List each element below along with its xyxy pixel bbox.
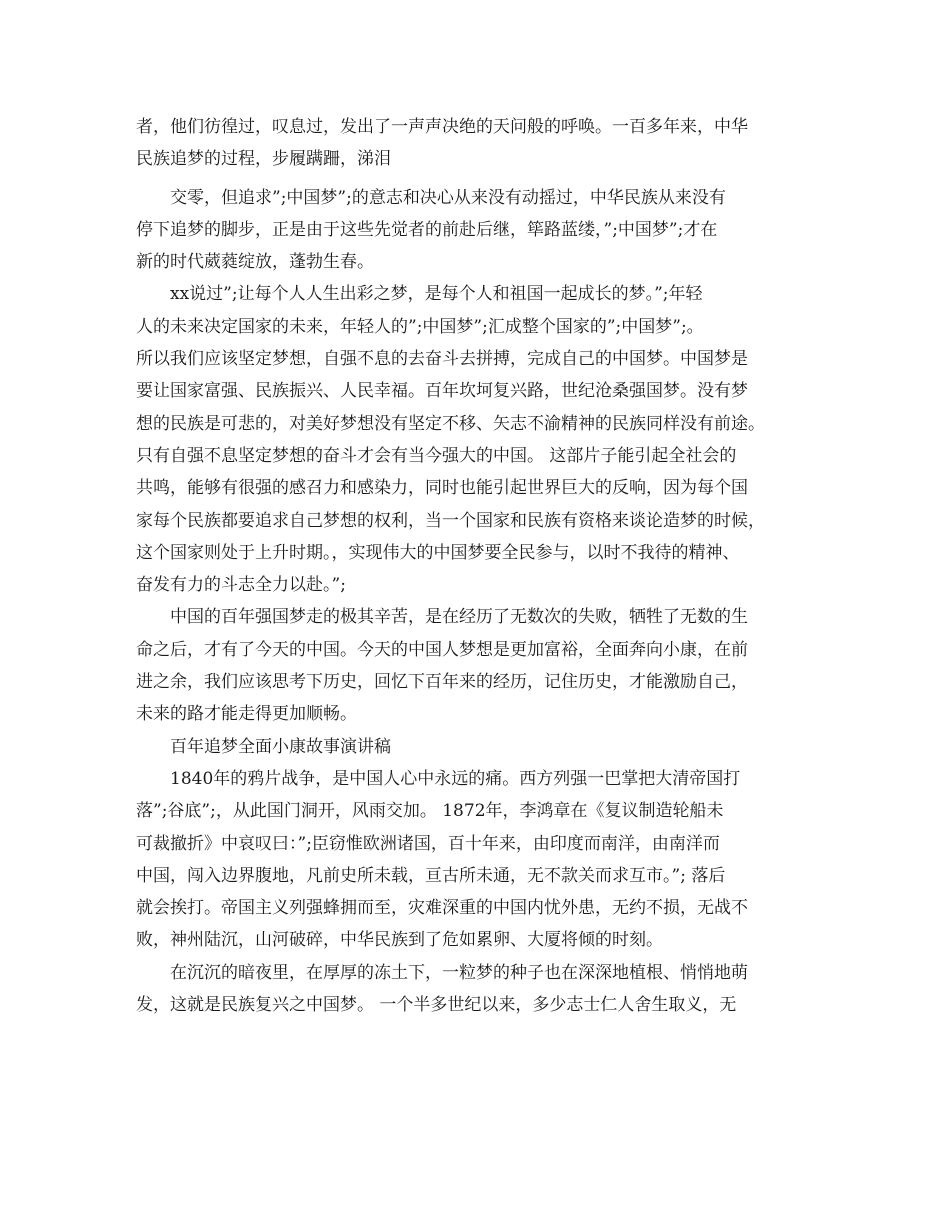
- text-line: 想的民族是可悲的，对美好梦想没有坚定不移、矢志不渝精神的民族同样没有前途。: [136, 413, 765, 434]
- text-line: 所以我们应该坚定梦想，自强不息的去奋斗去拼搏，完成自己的中国梦。中国梦是: [136, 349, 748, 370]
- text-line: 未来的路才能走得更加顺畅。: [136, 704, 357, 725]
- section-heading: 百年追梦全面小康故事演讲稿: [170, 736, 391, 757]
- text-line: 只有自强不息坚定梦想的奋斗才会有当今强大的中国。 这部片子能引起全社会的: [136, 445, 737, 466]
- text-line: 新的时代葳蕤绽放，蓬勃生春。: [136, 252, 374, 273]
- text-line: 者，他们彷徨过，叹息过，发出了一声声决绝的天问般的呼唤。一百多年来，中华: [136, 117, 748, 137]
- text-line: 奋发有力的斗志全力以赴。”;: [136, 575, 346, 596]
- text-line: 就会挨打。帝国主义列强蜂拥而至，灾难深重的中国内忧外患，无约不损，无战不: [136, 898, 748, 919]
- document-body: [136, 111, 826, 1021]
- text-line: 人的未来决定国家的未来，年轻人的”;中国梦”;汇成整个国家的”;中国梦”;。: [136, 316, 704, 337]
- text-line: 在沉沉的暗夜里，在厚厚的冻土下，一粒梦的种子也在深深地植根、悄悄地萌: [170, 962, 748, 983]
- text-line: 可裁撤折》中哀叹曰：”;臣窃惟欧洲诸国，百十年来，由印度而南洋，由南洋而: [136, 833, 720, 854]
- text-line: 共鸣，能够有很强的感召力和感染力，同时也能引起世界巨大的反响，因为每个国: [136, 478, 748, 499]
- text-line: xx说过”;让每个人人生出彩之梦，是每个人和祖国一起成长的梦。”;年轻: [170, 284, 703, 305]
- text-line: 家每个民族都要追求自己梦想的权利，当一个国家和民族有资格来谈论造梦的时候，: [136, 510, 765, 531]
- text-line: 民族追梦的过程，步履蹒跚，涕泪: [136, 149, 391, 170]
- text-line: 中国的百年强国梦走的极其辛苦，是在经历了无数次的失败，牺牲了无数的生: [170, 607, 748, 628]
- text-line: 发，这就是民族复兴之中国梦。 一个半多世纪以来，多少志士仁人舍生取义，无: [136, 995, 737, 1016]
- text-line: 停下追梦的脚步，正是由于这些先觉者的前赴后继，筚路蓝缕，”;中国梦”;才在: [136, 219, 718, 240]
- text-line: 落”;谷底”;，从此国门洞开，风雨交加。 1872年，李鸿章在《复议制造轮船未: [136, 801, 724, 822]
- text-line: 要让国家富强、民族振兴、人民幸福。百年坎坷复兴路，世纪沧桑强国梦。没有梦: [136, 381, 748, 402]
- text-line: 交零，但追求”;中国梦”;的意志和决心从来没有动摇过，中华民族从来没有: [170, 187, 726, 208]
- text-line: 命之后，才有了今天的中国。今天的中国人梦想是更加富裕，全面奔向小康，在前: [136, 639, 748, 660]
- text-line: 这个国家则处于上升时期。，实现伟大的中国梦要全民参与，以时不我待的精神、: [136, 542, 740, 563]
- text-line: 败，神州陆沉，山河破碎，中华民族到了危如累卵、大厦将倾的时刻。: [136, 930, 663, 951]
- text-line: 进之余，我们应该思考下历史，回忆下百年来的经历，记住历史，才能激励自己，: [136, 672, 748, 693]
- text-line: 1840年的鸦片战争，是中国人心中永远的痛。西方列强一巴掌把大清帝国打: [170, 768, 741, 789]
- text-line: 中国，闯入边界腹地，凡前史所未载，亘古所未通，无不款关而求互市。”; 落后: [136, 865, 726, 886]
